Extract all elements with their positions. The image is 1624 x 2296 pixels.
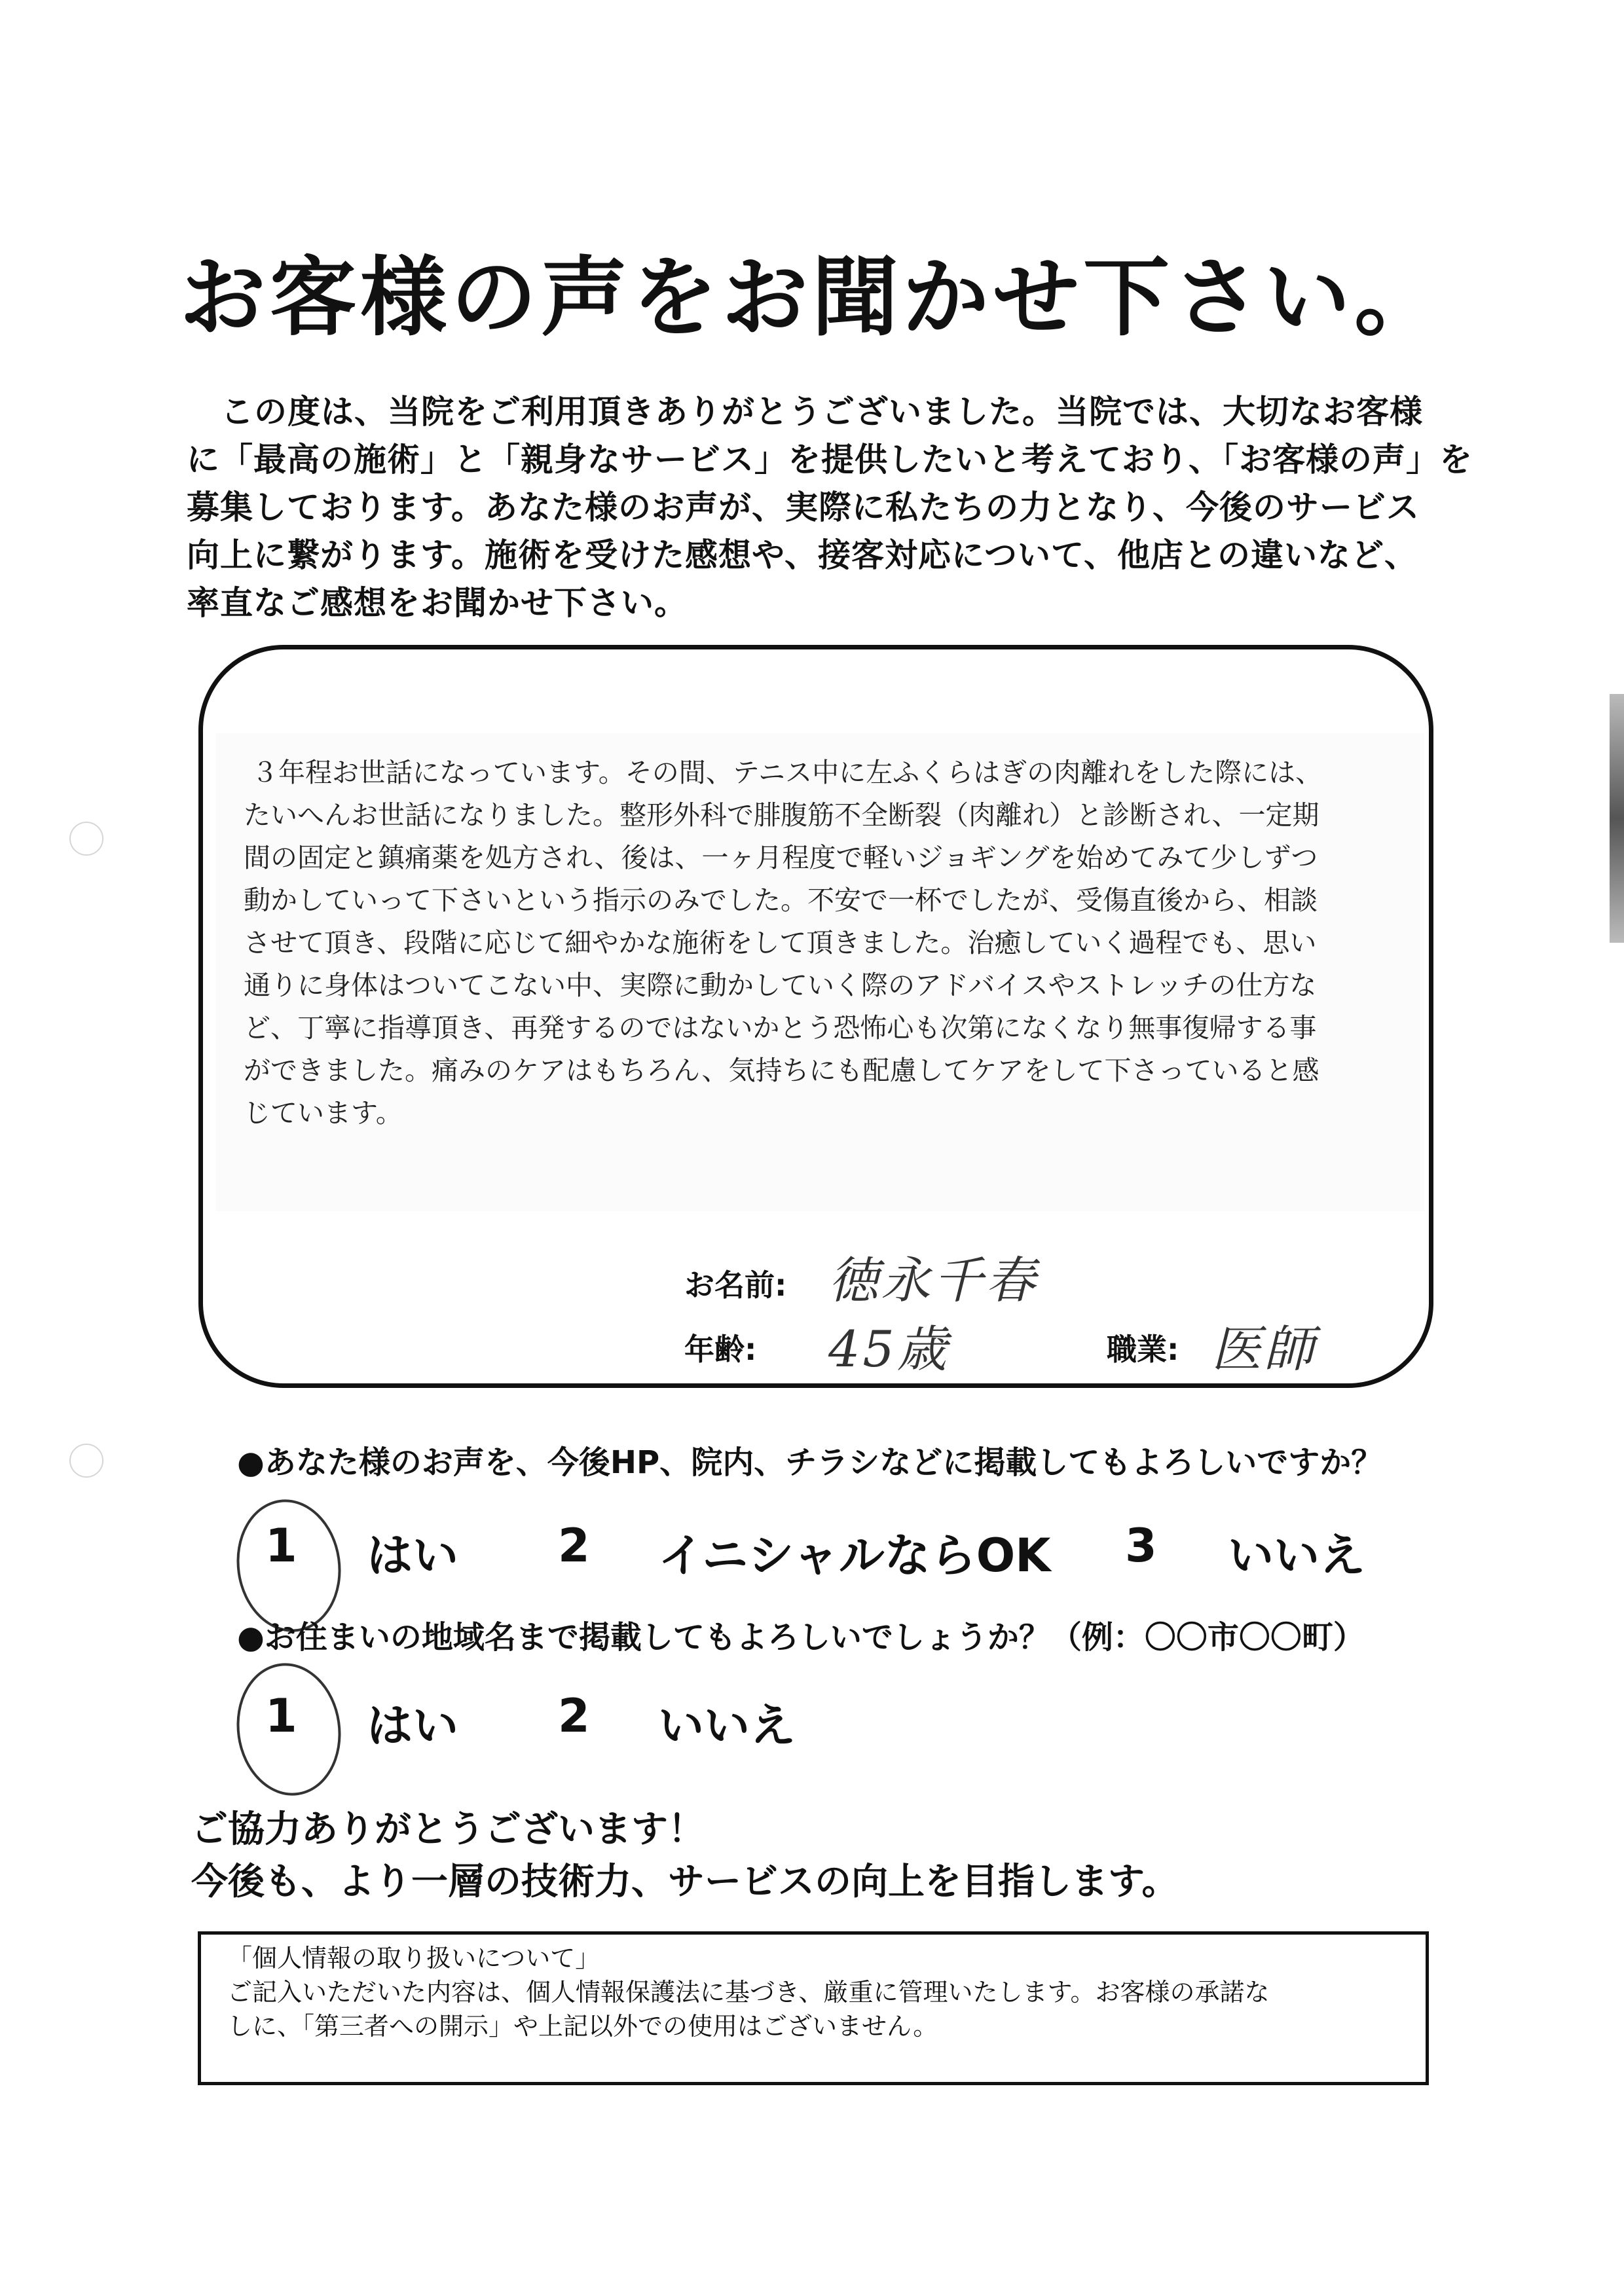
punch-hole xyxy=(69,1444,103,1478)
intro-line: 向上に繋がります。施術を受けた感想や、接客対応について、他店との違いなど、 xyxy=(187,536,1418,574)
q1-option-label[interactable]: イニシャルならOK xyxy=(658,1529,1051,1582)
age-label: 年齢: xyxy=(684,1332,757,1367)
privacy-heading: 「個人情報の取り扱いについて」 xyxy=(227,1944,600,1973)
comment-line: ど、丁寧に指導頂き、再発するのではないかとう恐怖心も次第になくなり無事復帰する事 xyxy=(244,1012,1317,1044)
q1-option-label[interactable]: はい xyxy=(367,1529,458,1582)
question-region: ●お住まいの地域名まで掲載してもよろしいでしょうか？（例：〇〇市〇〇町） xyxy=(237,1619,1365,1656)
thanks-line: 今後も、より一層の技術力、サービスの向上を目指します。 xyxy=(191,1861,1179,1903)
q2-option-label[interactable]: いいえ xyxy=(658,1699,796,1753)
thanks-line: ご協力ありがとうございます！ xyxy=(191,1808,705,1851)
scan-edge-mark xyxy=(1610,694,1624,943)
job-value: 医師 xyxy=(1211,1320,1316,1378)
intro-line: に「最高の施術」と「親身なサービス」を提供したいと考えており、「お客様の声」を xyxy=(187,441,1473,479)
punch-hole xyxy=(69,822,103,856)
customer-comment xyxy=(244,752,1416,1135)
comment-line: 動かしていって下さいという指示のみでした。不安で一杯でしたが、受傷直後から、相談 xyxy=(244,884,1318,916)
privacy-line: ご記入いただいた内容は、個人情報保護法に基づき、厳重に管理いたします。お客様の承諾な xyxy=(227,1978,1270,2007)
intro-line: この度は、当院をご利用頂きありがとうございました。当院では、大切なお客様 xyxy=(221,393,1423,431)
job-label: 職業: xyxy=(1107,1332,1179,1367)
comment-line: じています。 xyxy=(244,1097,403,1129)
comment-line: ３年程お世話になっています。その間、テニス中に左ふくらはぎの肉離れをした際には、 xyxy=(251,757,1323,788)
privacy-line: しに、「第三者への開示」や上記以外での使用はございません。 xyxy=(227,2012,938,2041)
q2-option-num[interactable]: 1 xyxy=(265,1689,297,1743)
age-value: 45歳 xyxy=(828,1320,950,1378)
privacy-notice xyxy=(198,1931,1429,2085)
comment-line: ができました。痛みのケアはもちろん、気持ちにも配慮してケアをして下さっていると感 xyxy=(244,1055,1320,1086)
q1-option-num[interactable]: 1 xyxy=(265,1519,297,1573)
intro-line: 募集しております。あなた様のお声が、実際に私たちの力となり、今後のサービス xyxy=(187,488,1420,526)
name-label: お名前: xyxy=(684,1267,787,1303)
page-title: お客様の声をお聞かせ下さい。 xyxy=(179,247,1445,348)
q1-option-num[interactable]: 3 xyxy=(1125,1519,1157,1573)
q2-option-label[interactable]: はい xyxy=(367,1699,458,1753)
name-value: 徳永千春 xyxy=(828,1251,1038,1309)
intro-paragraph xyxy=(187,388,1473,627)
q2-option-num[interactable]: 2 xyxy=(558,1689,590,1743)
intro-line: 率直なご感想をお聞かせ下さい。 xyxy=(187,584,688,622)
comment-line: させて頂き、段階に応じて細やかな施術をして頂きました。治癒していく過程でも、思い xyxy=(244,927,1317,958)
comment-line: 間の固定と鎮痛薬を処方され、後は、一ヶ月程度で軽いジョギングを始めてみて少しずつ xyxy=(244,842,1318,873)
comment-line: たいへんお世話になりました。整形外科で腓腹筋不全断裂（肉離れ）と診断され、一定期 xyxy=(244,799,1320,831)
q1-option-num[interactable]: 2 xyxy=(558,1519,590,1573)
comment-line: 通りに身体はついてこない中、実際に動かしていく際のアドバイスやストレッチの仕方な xyxy=(244,970,1317,1001)
question-publish: ●あなた様のお声を、今後HP、院内、チラシなどに掲載してもよろしいですか？ xyxy=(237,1444,1383,1481)
q1-option-label[interactable]: いいえ xyxy=(1228,1529,1365,1582)
